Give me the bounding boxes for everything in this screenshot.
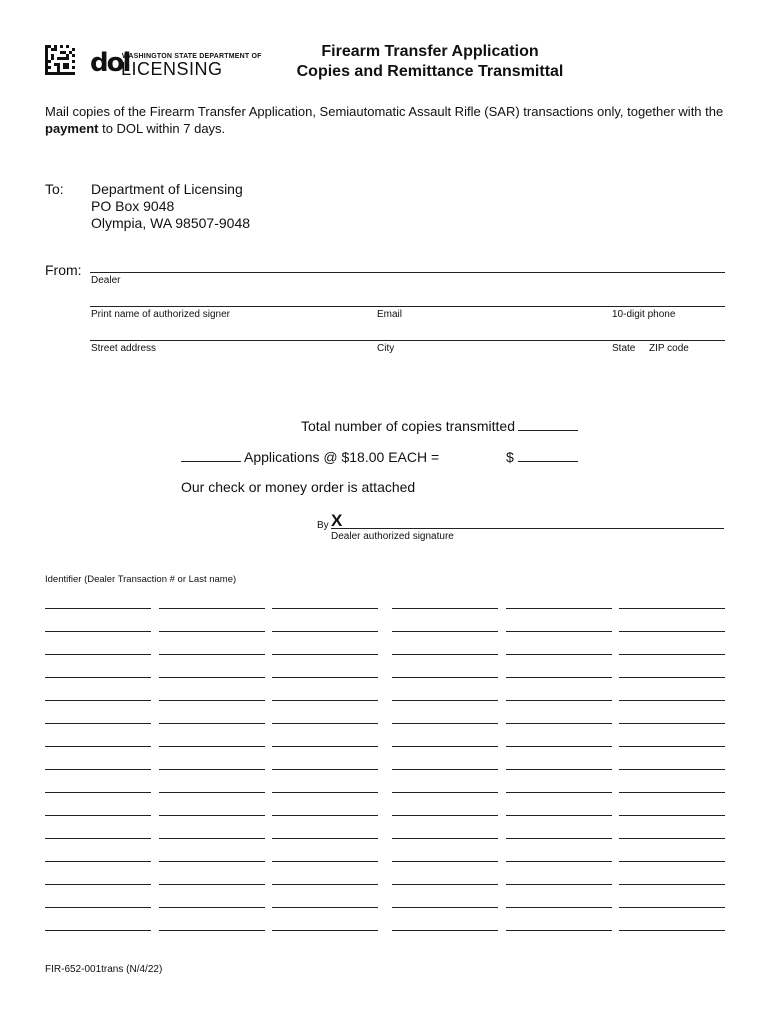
identifier-field[interactable]	[159, 884, 265, 885]
form-number: FIR-652-001trans (N/4/22)	[45, 964, 163, 975]
identifier-field[interactable]	[159, 838, 265, 839]
identifier-field[interactable]	[619, 907, 725, 908]
identifier-field[interactable]	[506, 930, 612, 931]
phone-label: 10-digit phone	[612, 309, 676, 320]
email-label: Email	[377, 309, 403, 320]
applications-rate-label: Applications @ $18.00 EACH =	[244, 449, 440, 465]
page-title: Firearm Transfer Application	[321, 43, 539, 60]
identifier-field[interactable]	[45, 815, 151, 816]
identifier-field[interactable]	[45, 608, 151, 609]
dol-logo-icon: dol	[90, 48, 130, 78]
identifier-field[interactable]	[159, 792, 265, 793]
identifier-field[interactable]	[506, 631, 612, 632]
identifier-field[interactable]	[159, 769, 265, 770]
identifier-field[interactable]	[272, 930, 378, 931]
identifier-field[interactable]	[619, 792, 725, 793]
identifier-field[interactable]	[619, 608, 725, 609]
identifier-field[interactable]	[506, 723, 612, 724]
identifier-field[interactable]	[45, 631, 151, 632]
identifier-field[interactable]	[392, 930, 498, 931]
identifier-field[interactable]	[392, 884, 498, 885]
identifier-field[interactable]	[392, 631, 498, 632]
identifier-field[interactable]	[506, 654, 612, 655]
check-attached-label: Our check or money order is attached	[181, 479, 416, 495]
identifier-field[interactable]	[619, 838, 725, 839]
total-copies-label: Total number of copies transmitted	[301, 418, 515, 434]
identifier-field[interactable]	[392, 723, 498, 724]
identifier-field[interactable]	[392, 746, 498, 747]
to-address-line2: PO Box 9048	[91, 198, 175, 214]
identifier-field[interactable]	[272, 654, 378, 655]
from-label: From:	[45, 262, 82, 278]
signer-name-label: Print name of authorized signer	[91, 309, 230, 320]
zip-label: ZIP code	[649, 343, 689, 354]
identifier-field[interactable]	[272, 677, 378, 678]
identifier-field[interactable]	[619, 769, 725, 770]
identifier-field[interactable]	[392, 608, 498, 609]
identifier-field[interactable]	[45, 746, 151, 747]
identifier-field[interactable]	[272, 769, 378, 770]
identifier-field[interactable]	[392, 677, 498, 678]
identifier-field[interactable]	[45, 677, 151, 678]
datamatrix-barcode-icon	[45, 45, 75, 75]
identifier-field[interactable]	[506, 792, 612, 793]
identifier-field[interactable]	[619, 700, 725, 701]
identifier-field[interactable]	[45, 861, 151, 862]
page-subtitle: Copies and Remittance Transmittal	[296, 63, 564, 80]
identifier-field[interactable]	[45, 700, 151, 701]
identifier-field[interactable]	[272, 608, 378, 609]
identifier-field[interactable]	[392, 700, 498, 701]
identifier-field[interactable]	[272, 700, 378, 701]
identifier-field[interactable]	[45, 930, 151, 931]
identifier-field[interactable]	[619, 631, 725, 632]
amount-field[interactable]	[518, 461, 578, 462]
identifier-field[interactable]	[506, 884, 612, 885]
to-label: To:	[45, 181, 64, 197]
identifier-field[interactable]	[159, 746, 265, 747]
identifier-field[interactable]	[159, 815, 265, 816]
dollar-sign: $	[506, 449, 514, 465]
identifier-field[interactable]	[272, 861, 378, 862]
identifier-field[interactable]	[159, 677, 265, 678]
identifier-field[interactable]	[506, 746, 612, 747]
identifier-field[interactable]	[619, 884, 725, 885]
identifier-heading: Identifier (Dealer Transaction # or Last name)	[45, 574, 237, 585]
identifier-field[interactable]	[392, 815, 498, 816]
identifier-field[interactable]	[45, 654, 151, 655]
logo-department-text: WASHINGTON STATE DEPARTMENT OF	[122, 53, 262, 60]
applications-count-field[interactable]	[181, 461, 241, 462]
identifier-field[interactable]	[159, 861, 265, 862]
identifier-field[interactable]	[159, 631, 265, 632]
identifier-field[interactable]	[159, 723, 265, 724]
identifier-field[interactable]	[45, 907, 151, 908]
identifier-field[interactable]	[506, 838, 612, 839]
signer-email-phone-field[interactable]	[90, 306, 725, 307]
identifier-field[interactable]	[506, 608, 612, 609]
payment-emphasis: payment	[45, 121, 99, 136]
identifier-field[interactable]	[619, 654, 725, 655]
identifier-field[interactable]	[272, 746, 378, 747]
identifier-field[interactable]	[619, 861, 725, 862]
identifier-field[interactable]	[159, 907, 265, 908]
identifier-field[interactable]	[506, 907, 612, 908]
identifier-field[interactable]	[392, 907, 498, 908]
identifier-field[interactable]	[619, 723, 725, 724]
street-address-label: Street address	[91, 343, 157, 354]
identifier-field[interactable]	[619, 815, 725, 816]
identifier-field[interactable]	[392, 792, 498, 793]
address-field[interactable]	[90, 340, 725, 341]
dealer-label: Dealer	[91, 275, 121, 286]
to-address-line1: Department of Licensing	[91, 181, 243, 197]
instructions-text: Mail copies of the Firearm Transfer Application, Semiautomatic Assault Rifle (SAR) transactions only, together with the payment to DOL within 7 days.	[45, 104, 724, 136]
identifier-field[interactable]	[272, 631, 378, 632]
identifier-field[interactable]	[392, 861, 498, 862]
total-copies-field[interactable]	[518, 430, 578, 431]
identifier-field[interactable]	[392, 769, 498, 770]
identifier-field[interactable]	[272, 884, 378, 885]
identifier-field[interactable]	[506, 861, 612, 862]
logo-licensing-text: LICENSING	[121, 59, 223, 79]
to-address-line3: Olympia, WA 98507-9048	[91, 215, 251, 231]
identifier-field[interactable]	[159, 654, 265, 655]
identifier-field[interactable]	[392, 838, 498, 839]
identifier-field[interactable]	[272, 792, 378, 793]
identifier-field[interactable]	[619, 677, 725, 678]
dealer-field[interactable]	[90, 272, 725, 273]
identifier-field[interactable]	[619, 746, 725, 747]
identifier-field[interactable]	[159, 700, 265, 701]
identifier-field[interactable]	[45, 769, 151, 770]
identifier-field[interactable]	[45, 838, 151, 839]
signature-label: Dealer authorized signature	[331, 531, 454, 542]
identifier-field[interactable]	[272, 723, 378, 724]
city-label: City	[377, 343, 395, 354]
identifier-field[interactable]	[506, 700, 612, 701]
signature-x-mark: X	[331, 511, 343, 530]
identifier-field[interactable]	[45, 723, 151, 724]
identifier-field[interactable]	[272, 907, 378, 908]
identifier-field[interactable]	[392, 654, 498, 655]
identifier-field[interactable]	[272, 838, 378, 839]
identifier-field[interactable]	[159, 930, 265, 931]
identifier-field[interactable]	[619, 930, 725, 931]
signature-field[interactable]	[331, 528, 724, 529]
identifier-field[interactable]	[45, 884, 151, 885]
state-label: State	[612, 343, 636, 354]
identifier-field[interactable]	[506, 769, 612, 770]
identifier-field[interactable]	[45, 792, 151, 793]
identifier-field[interactable]	[506, 677, 612, 678]
by-label: By	[317, 520, 329, 531]
identifier-field[interactable]	[272, 815, 378, 816]
identifier-field[interactable]	[506, 815, 612, 816]
identifier-field[interactable]	[159, 608, 265, 609]
